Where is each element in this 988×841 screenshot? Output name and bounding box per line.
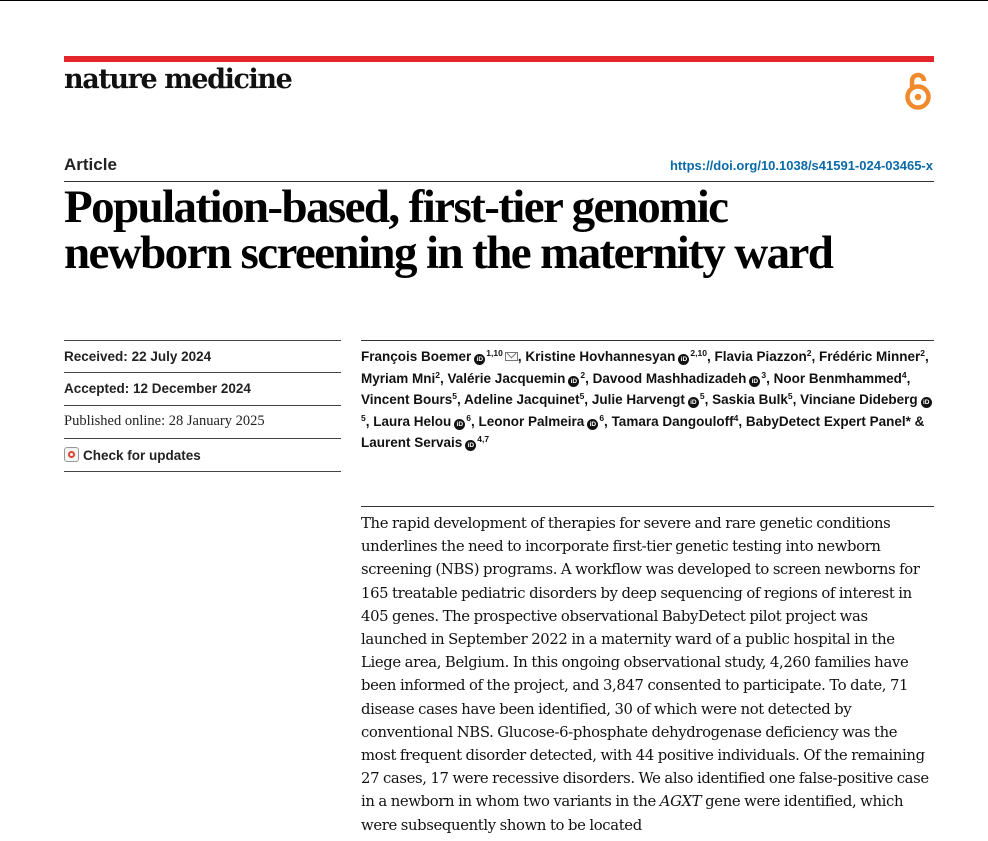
published-label: Published online: <box>64 413 166 429</box>
check-for-updates-button[interactable] <box>64 438 341 472</box>
author-name-text: Julie Harvengt <box>591 392 685 407</box>
accepted-label: Accepted: <box>64 381 130 396</box>
author-name-text: Myriam Mni <box>361 370 436 386</box>
author-name-text: Adeline Jacquinet <box>464 392 580 407</box>
doi-link[interactable]: https://doi.org/10.1038/s41591-024-03465-x <box>669 158 933 173</box>
received-date-row <box>64 340 341 372</box>
author-name-text: Vinciane Dideberg <box>800 392 918 407</box>
open-access-lock-icon <box>903 70 933 110</box>
author-name[interactable] <box>746 414 911 429</box>
author-name-text: Flavia Piazzon <box>714 349 807 364</box>
envelope-icon[interactable] <box>505 352 518 361</box>
affiliation-number: 2 <box>435 369 440 380</box>
abstract-text-continued: gene were identified, which were subsequently shown to be located <box>361 793 904 834</box>
affiliation-number: 1,10 <box>486 348 503 358</box>
orcid-icon[interactable]: iD <box>465 440 476 451</box>
author-name-text: Noor Benmhammed <box>773 370 902 386</box>
affiliation-number: 2 <box>806 348 812 358</box>
author-name-text: Leonor Palmeira <box>478 413 585 429</box>
page-top-border <box>0 0 988 1</box>
orcid-icon[interactable]: iD <box>688 397 699 408</box>
author-name-text: Vincent Bours <box>361 392 453 407</box>
affiliation-number: 4 <box>733 412 739 423</box>
author-name[interactable] <box>361 371 440 386</box>
affiliation-number: 2 <box>580 369 586 380</box>
abstract <box>361 512 934 837</box>
authors-divider <box>361 340 934 341</box>
author-name[interactable] <box>373 414 471 429</box>
author-name[interactable] <box>464 392 584 407</box>
affiliation-number: 4,7 <box>477 434 490 444</box>
orcid-icon[interactable]: iD <box>678 354 689 365</box>
orcid-icon[interactable]: iD <box>474 354 485 365</box>
affiliation-number: 6 <box>466 412 471 423</box>
orcid-icon[interactable]: iD <box>454 419 465 430</box>
title-line-2: newborn screening in the maternity ward <box>64 227 833 279</box>
affiliation-number: 2,10 <box>690 348 707 358</box>
affiliation-number: 5 <box>699 391 705 401</box>
abstract-divider <box>361 506 934 507</box>
orcid-icon[interactable]: iD <box>921 397 932 408</box>
received-date: 22 July 2024 <box>131 349 212 364</box>
accepted-date-row <box>64 372 341 404</box>
journal-name[interactable]: nature medicine <box>64 64 292 95</box>
title-line-1: Population-based, first-tier genomic <box>64 181 728 233</box>
accepted-date: 12 December 2024 <box>133 381 251 396</box>
affiliation-number: 2 <box>920 348 926 358</box>
author-name-text: Davood Mashhadizadeh <box>592 370 747 386</box>
author-name-text: BabyDetect Expert Panel* <box>745 413 911 429</box>
article-type: Article <box>64 155 117 174</box>
journal-accent-bar <box>64 56 934 62</box>
orcid-icon[interactable]: iD <box>587 419 598 430</box>
author-name[interactable] <box>448 371 586 386</box>
received-label: Received: <box>64 349 128 364</box>
affiliation-number: 5 <box>579 391 585 401</box>
author-name-text: Laurent Servais <box>361 435 463 450</box>
orcid-icon[interactable]: iD <box>749 376 760 387</box>
abstract-text: The rapid development of therapies for severe and rare genetic conditions underlines the need to incorporate first-tier genetic testing into newborn screening (NBS) programs. A workflow was developed to screen newborns for 165 treatable pediatric disorders by deep sequencing of regions of interest in 405 genes. The prospective observational BabyDetect pilot project was launched in September 2022 in a maternity ward of a public hospital in the Liege area, Belgium. In this ongoing observational study, 4,260 families have been informed of the project, and 3,847 consented to participate. To date, 71 disease cases have been identified, 30 of which were not detected by conventional NBS. Glucose-6-phosphate dehydrogenase deficiency was the most frequent disorder detected, with 44 positive individuals. Of the remaining 27 cases, 17 were recessive disorders. We also identified one false-positive case in a newborn in whom two variants in the <box>361 515 929 811</box>
author-name[interactable] <box>479 414 605 429</box>
author-name[interactable] <box>612 414 739 429</box>
check-for-updates-label: Check for updates <box>83 448 201 463</box>
affiliation-number: 4 <box>901 369 907 380</box>
author-name-text: Kristine Hovhannesyan <box>525 349 676 364</box>
author-name[interactable] <box>714 349 811 364</box>
author-name-text: Valérie Jacquemin <box>447 370 566 386</box>
published-date-row <box>64 405 341 437</box>
gene-name: AGXT <box>659 793 702 811</box>
author-name[interactable] <box>774 371 907 386</box>
affiliation-number: 6 <box>599 412 605 423</box>
affiliation-number: 5 <box>787 391 793 401</box>
author-name[interactable] <box>361 349 518 364</box>
author-name[interactable] <box>525 349 707 364</box>
author-list: François Boemer iD$^{1,10}$ , Kristine Hovhannesyan iD$^{2,10}$, Flavia Piazzon$^2$, Frédéric Minner$^2$, Myriam Mni$^2$, Valérie Jacquemin $iD^2$, Davood Mashhadizadeh $iD^3$, Noor Benmhammed$^4$, Vincent Bours$^5$, Adeline Jacquinet$^5$, Julie Harvengt $iD^5$, Saskia Bulk$^5$, Vinciane Dideberg $iD^5$, Laura Helou $iD^6$, Leonor Palmeira $iD^6$, Tamara Dangouloff$^4$, BabyDetect Expert Panel* & Laurent Servais iD$^{4,7}$ <box>361 346 934 454</box>
author-name-text: Laura Helou <box>373 413 452 429</box>
author-name-text: François Boemer <box>361 349 472 364</box>
author-name[interactable] <box>592 392 705 407</box>
author-name[interactable] <box>593 371 767 386</box>
author-name-text: Frédéric Minner <box>819 349 921 364</box>
affiliation-number: 3 <box>761 369 767 380</box>
affiliation-number: 5 <box>361 412 366 423</box>
published-date: 28 January 2025 <box>168 413 265 429</box>
orcid-icon[interactable]: iD <box>568 376 579 387</box>
author-name[interactable] <box>361 435 489 450</box>
author-name-text: Tamara Dangouloff <box>611 413 734 429</box>
author-name[interactable] <box>819 349 925 364</box>
article-title <box>64 181 934 279</box>
author-name[interactable] <box>361 392 457 407</box>
author-name-text: Saskia Bulk <box>712 392 788 407</box>
check-for-updates-icon <box>64 447 79 462</box>
affiliation-number: 5 <box>452 391 458 401</box>
author-name[interactable] <box>712 392 793 407</box>
